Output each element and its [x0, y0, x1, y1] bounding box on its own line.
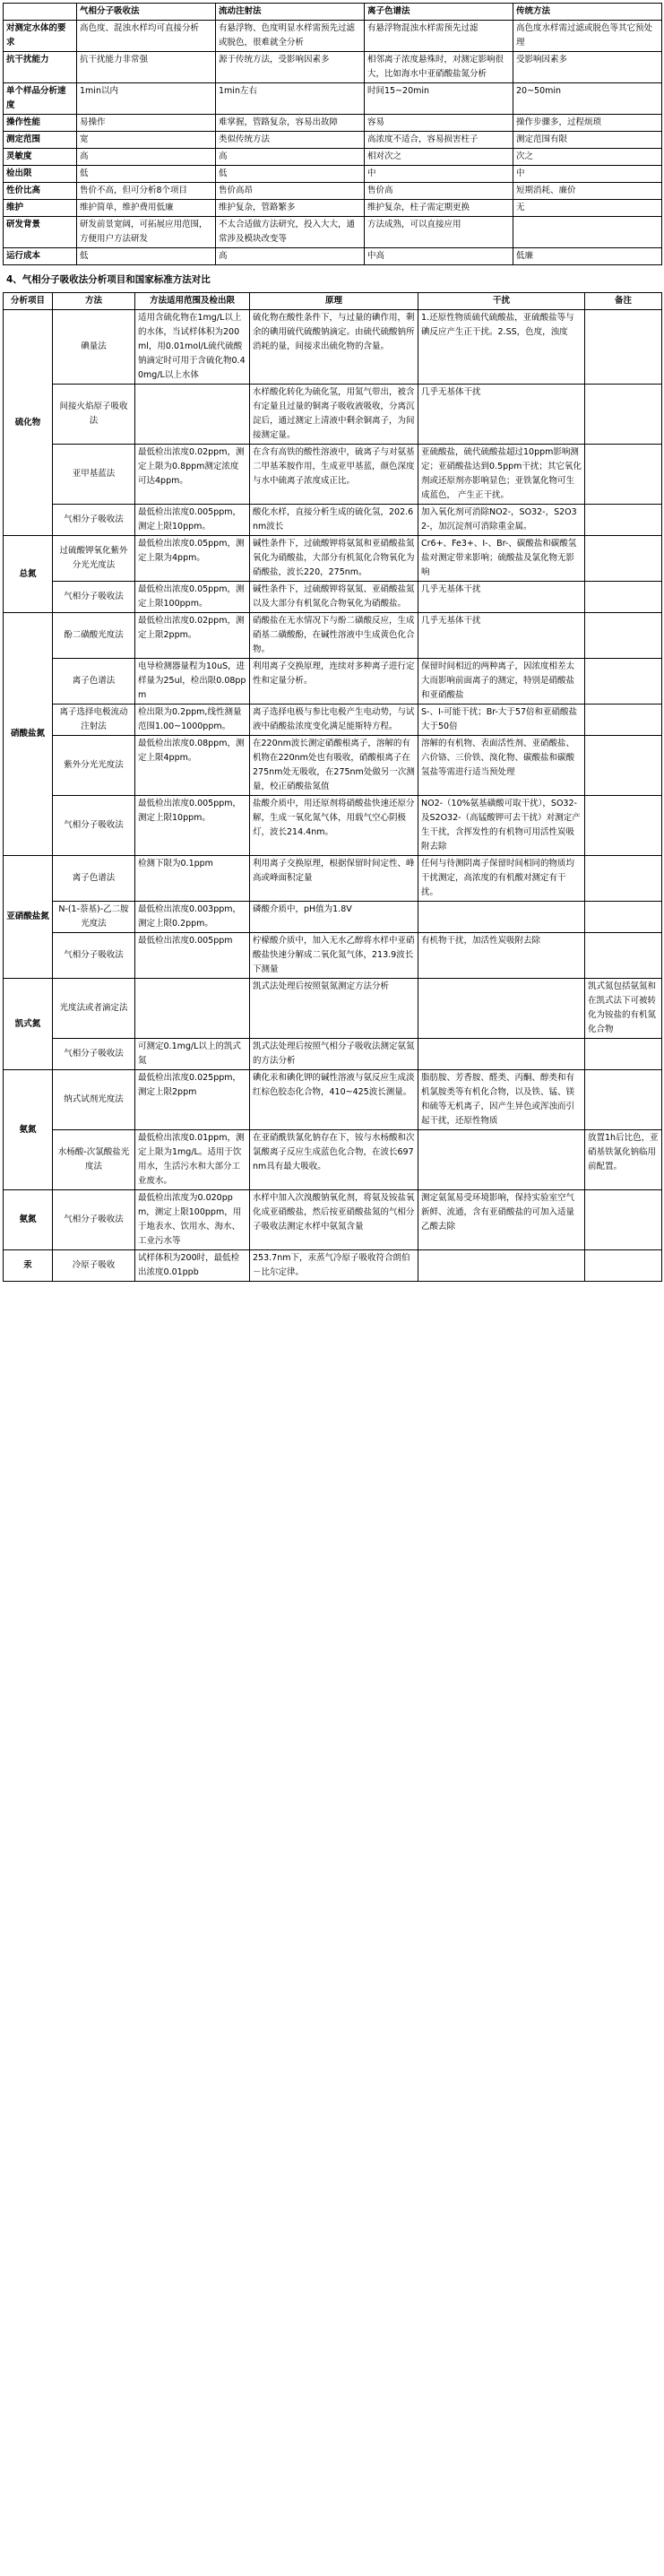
- table-cell: 类似传统方法: [216, 132, 365, 149]
- cell-principle: 在含有高铁的酸性溶液中，硫离子与对氨基二甲基苯胺作用，生成亚甲基蓝，颜色深度与水中硫离子浓度成正比。: [250, 445, 418, 505]
- table-row: [4, 796, 662, 856]
- table-row: [4, 21, 662, 52]
- table-header-row: [4, 4, 662, 21]
- cell-range: 最低检出浓度0.05ppm，测定上限为4ppm。: [135, 536, 250, 582]
- table-cell: 受影响因素多: [513, 52, 662, 83]
- table-cell: 无: [513, 200, 662, 217]
- header-method: 方法: [53, 293, 135, 310]
- cell-note: [585, 1190, 662, 1250]
- analysis-item: 氨氮: [4, 1070, 53, 1190]
- table-cell: 次之: [513, 149, 662, 166]
- cell-note: [585, 736, 662, 796]
- analysis-item: 硫化物: [4, 310, 53, 536]
- cell-note: [585, 582, 662, 613]
- cell-note: [585, 659, 662, 705]
- standard-methods-body: [4, 310, 662, 1282]
- table-row: [4, 536, 662, 582]
- table-cell: 源于传统方法，受影响因素多: [216, 52, 365, 83]
- cell-range: [135, 979, 250, 1039]
- table-cell: 中: [513, 166, 662, 183]
- analysis-item: 汞: [4, 1250, 53, 1282]
- table-cell: 有悬浮物、色度明显水样需预先过滤或脱色，很难就全分析: [216, 21, 365, 52]
- table-cell: 高色度、混浊水样均可直接分析: [77, 21, 216, 52]
- cell-method: 水杨酸-次氯酸盐光度法: [53, 1130, 135, 1190]
- table-cell: 难掌握，管路复杂，容易出故障: [216, 115, 365, 132]
- document: [3, 3, 661, 1282]
- table-cell: 低: [77, 248, 216, 265]
- cell-method: 紫外分光光度法: [53, 736, 135, 796]
- cell-interference: 任何与待测阴离子保留时间相同的物质均干扰测定，高浓度的有机酸对测定有干扰。: [418, 856, 585, 902]
- table-row: [4, 902, 662, 933]
- table-row: [4, 1190, 662, 1250]
- cell-range: 电导检测器量程为10uS，进样量为25ul，检出限0.08ppm: [135, 659, 250, 705]
- cell-range: 可测定0.1mg/L以上的凯式氮: [135, 1039, 250, 1070]
- table-cell: 售价高昂: [216, 183, 365, 200]
- table-row: [4, 505, 662, 536]
- header-note: 备注: [585, 293, 662, 310]
- table-cell: 低: [216, 166, 365, 183]
- analysis-item: 硝酸盐氮: [4, 613, 53, 856]
- cell-method: 过硫酸钾氧化紫外分光光度法: [53, 536, 135, 582]
- row-label: 对测定水体的要求: [4, 21, 77, 52]
- table-row: [4, 200, 662, 217]
- table-cell: 抗干扰能力非常强: [77, 52, 216, 83]
- table-cell: 中高: [365, 248, 513, 265]
- cell-principle: 酸化水样，直接分析生成的硫化氢，202.6nm波长: [250, 505, 418, 536]
- table-cell: 相邻离子浓度悬殊时，对测定影响很大，比如海水中亚硝酸盐氮分析: [365, 52, 513, 83]
- cell-principle: 凯式法处理后按照氨氮测定方法分析: [250, 979, 418, 1039]
- cell-note: [585, 796, 662, 856]
- cell-interference: [418, 979, 585, 1039]
- row-label: 检出限: [4, 166, 77, 183]
- table-row: [4, 1039, 662, 1070]
- cell-method: 气相分子吸收法: [53, 1190, 135, 1250]
- cell-range: 最低检出浓度0.01ppm，测定上限为1mg/L。适用于饮用水，生活污水和大部分工业废水。: [135, 1130, 250, 1190]
- cell-note: [585, 1070, 662, 1130]
- table-row: [4, 659, 662, 705]
- table-row: [4, 613, 662, 659]
- table-row: [4, 1070, 662, 1130]
- cell-method: 冷原子吸收: [53, 1250, 135, 1282]
- cell-note: [585, 536, 662, 582]
- cell-method: 光度法或者滴定法: [53, 979, 135, 1039]
- table-cell: 高: [77, 149, 216, 166]
- table-row: [4, 582, 662, 613]
- table-row: [4, 979, 662, 1039]
- cell-note: [585, 856, 662, 902]
- cell-range: 最低检出浓度0.003ppm，测定上限0.2ppm。: [135, 902, 250, 933]
- cell-interference: S-、I-可能干扰；Br-大于57倍和亚硝酸盐大于50倍: [418, 705, 585, 736]
- cell-method: 纳式试剂光度法: [53, 1070, 135, 1130]
- cell-range: 适用含硫化物在1mg/L以上的水体，当试样体积为200ml，用0.01mol/L硫代硫酸钠滴定时可用于含硫化物0.40mg/L以上水体: [135, 310, 250, 385]
- cell-principle: 水样中加入次溴酸钠氧化剂，将氨及铵盐氧化成亚硝酸盐，然后按亚硝酸盐氮的气相分子吸收法测定水样中氨氮含量: [250, 1190, 418, 1250]
- table-cell: 有悬浮物混浊水样需预先过滤: [365, 21, 513, 52]
- cell-note: [585, 613, 662, 659]
- table-row: [4, 83, 662, 115]
- cell-note: [585, 1250, 662, 1282]
- table-row: [4, 856, 662, 902]
- cell-principle: 碱性条件下，过硫酸钾将氨氮、亚硝酸盐氮以及大部分有机氮化合物氧化为硝酸盐。: [250, 582, 418, 613]
- cell-method: 气相分子吸收法: [53, 1039, 135, 1070]
- cell-principle: 利用离子交换原理，连续对多种离子进行定性和定量分析。: [250, 659, 418, 705]
- table-row: [4, 736, 662, 796]
- header-cell: 离子色谱法: [365, 4, 513, 21]
- table-cell: 维护复杂，管路繁多: [216, 200, 365, 217]
- cell-interference: 加入氧化剂可消除NO2-，SO32-，S2O32-，加沉淀剂可消除重金属。: [418, 505, 585, 536]
- table-cell: 宽: [77, 132, 216, 149]
- table-cell: 易操作: [77, 115, 216, 132]
- cell-interference: [418, 1039, 585, 1070]
- cell-method: 气相分子吸收法: [53, 933, 135, 979]
- cell-principle: 柠檬酸介质中，加入无水乙醇将水样中亚硝酸盐快速分解成二氧化氮气体，213.9波长下测量: [250, 933, 418, 979]
- cell-principle: 在220nm波长测定硝酸根离子，溶解的有机物在220nm处也有吸收，硝酸根离子在275nm处无吸收，在275nm处做另一次测量，校正硝酸盐氮值: [250, 736, 418, 796]
- cell-range: [135, 385, 250, 445]
- cell-interference: [418, 902, 585, 933]
- table-row: [4, 149, 662, 166]
- row-label: 运行成本: [4, 248, 77, 265]
- cell-principle: 离子选择电极与参比电极产生电动势，与试液中硝酸盐浓度变化满足能斯特方程。: [250, 705, 418, 736]
- table-row: [4, 310, 662, 385]
- cell-principle: 硝酸盐在无水情况下与酚二磺酸反应，生成硝基二磺酸酚，在碱性溶液中生成黄色化合物。: [250, 613, 418, 659]
- cell-method: 离子色谱法: [53, 856, 135, 902]
- cell-range: 最低检出浓度0.005ppm，测定上限10ppm。: [135, 505, 250, 536]
- cell-method: 离子选择电极流动注射法: [53, 705, 135, 736]
- row-label: 单个样品分析速度: [4, 83, 77, 115]
- table-cell: 相对次之: [365, 149, 513, 166]
- table-cell: 不太合适做方法研究，投入大大，通常涉及模块改变等: [216, 217, 365, 248]
- cell-principle: 硫化物在酸性条件下，与过量的碘作用，剩余的碘用硫代硫酸钠滴定。由硫代硫酸钠所消耗的量，间接求出硫化物的含量。: [250, 310, 418, 385]
- header-item: 分析项目: [4, 293, 53, 310]
- comparison-table: [3, 3, 662, 265]
- cell-interference: NO2-（10%氨基磺酸可取干扰），SO32-及S2O32-（高锰酸钾可去干扰）对测定产生干扰，含挥发性的有机物可用活性炭吸附去除: [418, 796, 585, 856]
- table-row: [4, 248, 662, 265]
- cell-method: N-(1-萘基)-乙二胺光度法: [53, 902, 135, 933]
- cell-range: 最低检出浓度0.025ppm，测定上限2ppm: [135, 1070, 250, 1130]
- cell-interference: Cr6+、Fe3+、I-、Br-、碳酸盐和碳酸氢盐对测定带来影响；硫酸盐及氯化物无影响: [418, 536, 585, 582]
- cell-note: [585, 933, 662, 979]
- cell-method: 气相分子吸收法: [53, 796, 135, 856]
- cell-note: 放置1h后比色，亚硝基铁氰化钠临用前配置。: [585, 1130, 662, 1190]
- cell-method: 气相分子吸收法: [53, 505, 135, 536]
- table-row: [4, 445, 662, 505]
- cell-interference: [418, 1130, 585, 1190]
- table-cell: 中: [365, 166, 513, 183]
- header-cell: 气相分子吸收法: [77, 4, 216, 21]
- row-label: 操作性能: [4, 115, 77, 132]
- table-cell: 高浓度不适合，容易损害柱子: [365, 132, 513, 149]
- cell-principle: 磷酸介质中，pH值为1.8Ⅴ: [250, 902, 418, 933]
- cell-principle: 水样酸化转化为硫化氢，用氮气带出，被含有定量且过量的铜离子吸收液吸收，分离沉淀后，通过测定上清液中剩余铜离子，为间接测定量。: [250, 385, 418, 445]
- analysis-item: 亚硝酸盐氮: [4, 856, 53, 979]
- cell-note: [585, 705, 662, 736]
- standard-methods-table: [3, 292, 662, 1282]
- header-cell: 流动注射法: [216, 4, 365, 21]
- table-cell: 方法成熟，可以直接应用: [365, 217, 513, 248]
- cell-interference: 脂肪胺、芳香胺、醛类、丙酮、醇类和有机氯胺类等有机化合物，以及铁、锰、镁和硫等无机离子，因产生异色或浑浊而引起干扰，还原性物质: [418, 1070, 585, 1130]
- analysis-item: 凯式氮: [4, 979, 53, 1070]
- cell-interference: 保留时间相近的两种离子，因浓度相差太大而影响前面离子的测定，特别是硝酸盐和亚硝酸盐: [418, 659, 585, 705]
- table-cell: 维护复杂，柱子需定期更换: [365, 200, 513, 217]
- cell-range: 最低检出浓度0.02ppm，测定上限为0.8ppm测定浓度可达4ppm。: [135, 445, 250, 505]
- cell-principle: 在亚硝酰铁氰化钠存在下，铵与水杨酸和次氯酸离子反应生成蓝色化合物，在波长697nm具有最大吸收。: [250, 1130, 418, 1190]
- cell-method: 亚甲基蓝法: [53, 445, 135, 505]
- table-cell: 售价高: [365, 183, 513, 200]
- table-row: [4, 1130, 662, 1190]
- table-row: [4, 183, 662, 200]
- cell-note: 凯式氮包括氨氮和在凯式法下可被转化为铵盐的有机氮化合物: [585, 979, 662, 1039]
- table-row: [4, 132, 662, 149]
- table-row: [4, 166, 662, 183]
- table-cell: 高色度水样需过滤或脱色等其它预处理: [513, 21, 662, 52]
- cell-interference: 几乎无基体干扰: [418, 613, 585, 659]
- table-cell: 维护简单，维护费用低廉: [77, 200, 216, 217]
- analysis-item: 总氮: [4, 536, 53, 613]
- table-cell: 容易: [365, 115, 513, 132]
- header-range: 方法适用范围及检出限: [135, 293, 250, 310]
- table-row: [4, 52, 662, 83]
- table-cell: 高: [216, 248, 365, 265]
- cell-note: [585, 445, 662, 505]
- cell-range: 检出限为0.2ppm,线性测量范围1.00~1000ppm。: [135, 705, 250, 736]
- table-cell: 1min左右: [216, 83, 365, 115]
- cell-range: 最低检出浓度0.05ppm，测定上限100ppm。: [135, 582, 250, 613]
- cell-interference: 测定氨氮易受环境影响，保持实验室空气新鲜、流通，含有亚硝酸盐的可加入适量乙酸去除: [418, 1190, 585, 1250]
- table-row: [4, 1250, 662, 1282]
- table-row: [4, 385, 662, 445]
- header-cell: [4, 4, 77, 21]
- table-row: [4, 705, 662, 736]
- row-label: 研发背景: [4, 217, 77, 248]
- table-cell: 售价不高，但可分析8个项目: [77, 183, 216, 200]
- row-label: 性价比高: [4, 183, 77, 200]
- cell-principle: 盐酸介质中，用还原剂将硝酸盐快速还原分解，生成一氧化氮气体，用载气空心阴极灯，波长214.4nm。: [250, 796, 418, 856]
- cell-note: [585, 385, 662, 445]
- table-row: [4, 115, 662, 132]
- cell-interference: 亚硫酸盐，硫代硫酸盐超过10ppm影响测定；亚硝酸盐达到0.5ppm干扰；其它氧化剂或还原剂亦影响显色；亚铁氰化物可生成蓝色， 产生正干扰。: [418, 445, 585, 505]
- row-label: 维护: [4, 200, 77, 217]
- table-cell: 时间15~20min: [365, 83, 513, 115]
- cell-range: 最低检出浓度0.08ppm，测定上限4ppm。: [135, 736, 250, 796]
- analysis-item: 氨氮: [4, 1190, 53, 1250]
- table-cell: 操作步骤多，过程烦琐: [513, 115, 662, 132]
- cell-range: 试样体积为200时，最低检出浓度0.01ppb: [135, 1250, 250, 1282]
- cell-principle: 碱性条件下，过硫酸钾将氨氮和亚硝酸盐氮氧化为硝酸盐，大部分有机氮化合物氧化为硝酸盐，波长220，275nm。: [250, 536, 418, 582]
- cell-note: [585, 902, 662, 933]
- cell-principle: 凯式法处理后按照气相分子吸收法测定氨氮的方法分析: [250, 1039, 418, 1070]
- cell-principle: 碘化汞和碘化钾的碱性溶液与氨反应生成淡红棕色胶态化合物，410~425波长测量。: [250, 1070, 418, 1130]
- table-cell: [513, 217, 662, 248]
- header-interference: 干扰: [418, 293, 585, 310]
- table-cell: 测定范围有限: [513, 132, 662, 149]
- cell-method: 酚二磺酸光度法: [53, 613, 135, 659]
- header-cell: 传统方法: [513, 4, 662, 21]
- cell-method: 间接火焰原子吸收法: [53, 385, 135, 445]
- cell-range: 最低检出浓度0.02ppm，测定上限2ppm。: [135, 613, 250, 659]
- cell-interference: 溶解的有机物、表面活性剂、亚硝酸盐、六价铬、三价铁、溴化物、碳酸盐和碳酸氢盐等需进行适当预处理: [418, 736, 585, 796]
- cell-method: 碘量法: [53, 310, 135, 385]
- section-title: 4、气相分子吸收法分析项目和国家标准方法对比: [6, 274, 211, 285]
- cell-range: 检测下限为0.1ppm: [135, 856, 250, 902]
- table-cell: 低: [77, 166, 216, 183]
- table-cell: 20~50min: [513, 83, 662, 115]
- table-row: [4, 933, 662, 979]
- table-row: [4, 217, 662, 248]
- cell-range: 最低检出浓度为0.020ppm，测定上限100ppm，用于地表水、饮用水、海水、工业污水等: [135, 1190, 250, 1250]
- cell-method: 气相分子吸收法: [53, 582, 135, 613]
- row-label: 灵敏度: [4, 149, 77, 166]
- table-cell: 1min以内: [77, 83, 216, 115]
- table-cell: 高: [216, 149, 365, 166]
- comparison-table-body: [4, 4, 662, 265]
- cell-method: 离子色谱法: [53, 659, 135, 705]
- table-cell: 低廉: [513, 248, 662, 265]
- cell-interference: 有机物干扰，加活性炭吸附去除: [418, 933, 585, 979]
- table-header-row: [4, 293, 662, 310]
- header-principle: 原理: [250, 293, 418, 310]
- table-cell: 研发前景宽阔，可拓展应用范围，方便用户方法研发: [77, 217, 216, 248]
- row-label: 抗干扰能力: [4, 52, 77, 83]
- row-label: 测定范围: [4, 132, 77, 149]
- cell-range: 最低检出浓度0.005ppm: [135, 933, 250, 979]
- cell-interference: 1.还原性物质硫代硫酸盐，亚硫酸盐等与碘反应产生正干扰。2.SS，色度，浊度: [418, 310, 585, 385]
- cell-note: [585, 1039, 662, 1070]
- cell-interference: 几乎无基体干扰: [418, 385, 585, 445]
- cell-interference: [418, 1250, 585, 1282]
- cell-note: [585, 310, 662, 385]
- cell-principle: 253.7nm下，汞蒸气冷原子吸收符合朗伯－比尔定律。: [250, 1250, 418, 1282]
- cell-interference: 几乎无基体干扰: [418, 582, 585, 613]
- table-cell: 短期消耗、廉价: [513, 183, 662, 200]
- cell-principle: 利用离子交换原理，根据保留时间定性、峰高或峰面积定量: [250, 856, 418, 902]
- cell-note: [585, 505, 662, 536]
- cell-range: 最低检出浓度0.005ppm，测定上限10ppm。: [135, 796, 250, 856]
